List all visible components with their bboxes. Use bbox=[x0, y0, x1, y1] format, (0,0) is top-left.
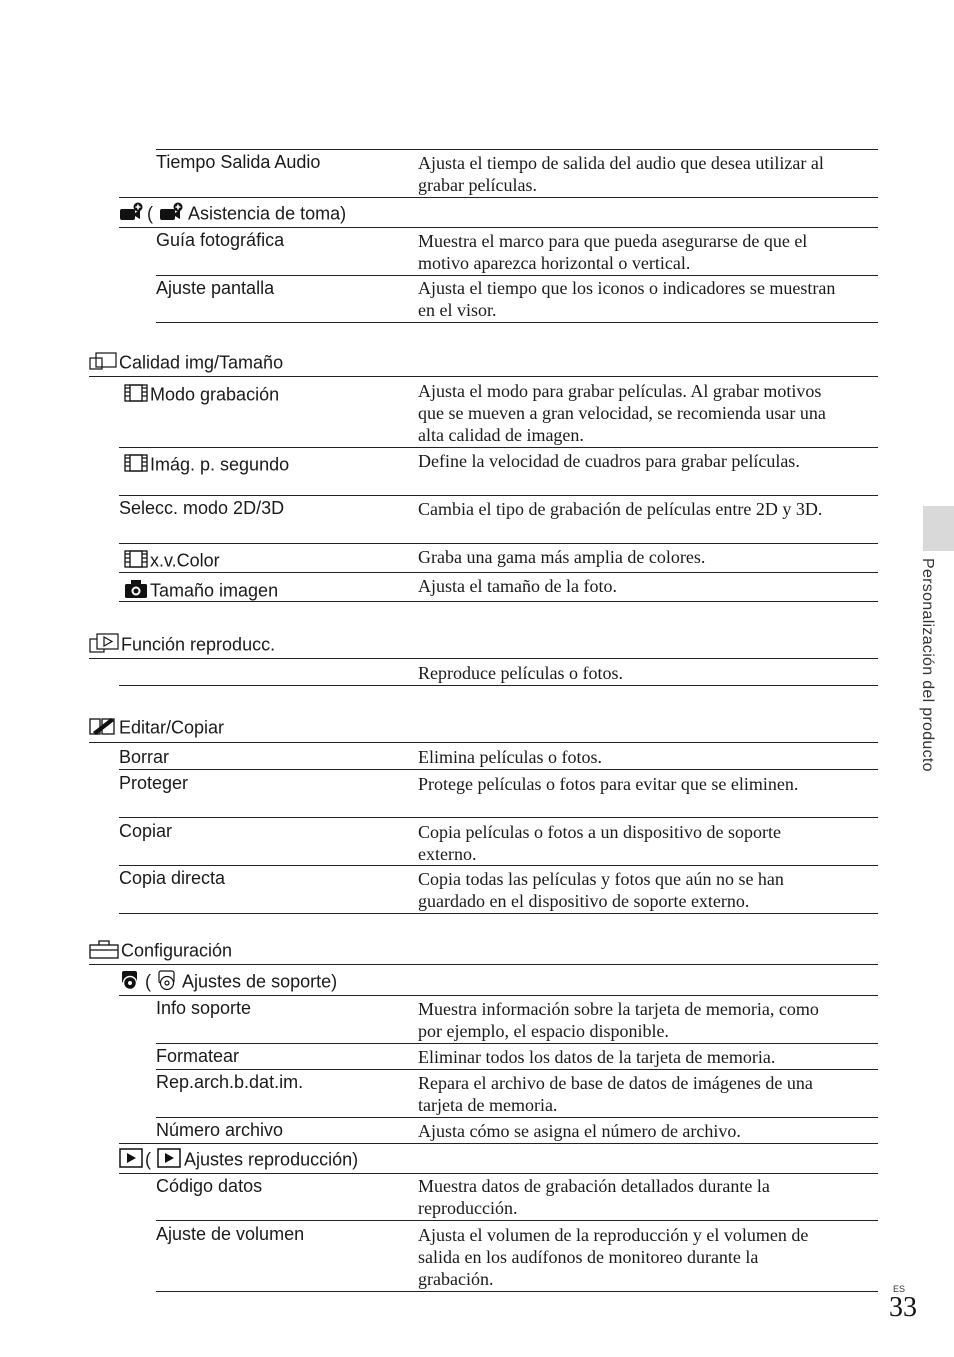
section-rule bbox=[89, 742, 878, 743]
section-rule bbox=[89, 658, 878, 659]
playback-function-icon bbox=[89, 632, 119, 659]
setting-description: Eliminar todos los datos de la tarjeta de memoria. bbox=[418, 1047, 776, 1067]
setting-label-row bbox=[124, 550, 220, 573]
section-heading bbox=[89, 939, 232, 964]
film-icon bbox=[124, 454, 148, 477]
row-rule bbox=[119, 913, 878, 914]
subsection-heading bbox=[119, 202, 346, 227]
setting-description: Muestra información sobre la tarjeta de memoria, como por ejemplo, el espacio disponible. bbox=[418, 999, 819, 1041]
section-title: Calidad img/Tamaño bbox=[119, 352, 284, 373]
setting-description: Muestra el marco para que pueda asegurarse de que el motivo aparezca horizontal o vertical. bbox=[418, 231, 808, 273]
setting-description: Cambia el tipo de grabación de películas entre 2D y 3D. bbox=[418, 499, 823, 519]
setting-label-row bbox=[124, 384, 279, 407]
row-rule bbox=[119, 865, 878, 866]
row-rule bbox=[119, 197, 878, 198]
setting-label: Copia directa bbox=[119, 868, 226, 888]
row-top-rule bbox=[156, 149, 878, 150]
row-rule bbox=[156, 275, 878, 276]
chapter-tab bbox=[923, 506, 954, 551]
edit-copy-icon bbox=[89, 716, 117, 741]
paren: ( bbox=[145, 1149, 151, 1170]
row-rule bbox=[156, 1069, 878, 1070]
language-code: ES bbox=[893, 1284, 906, 1294]
setting-description: Repara el archivo de base de datos de imágenes de una tarjeta de memoria. bbox=[418, 1073, 813, 1115]
row-rule bbox=[119, 1173, 878, 1174]
paren: ( bbox=[147, 203, 153, 224]
camera-assist-icon bbox=[158, 202, 186, 227]
row-rule bbox=[156, 1220, 878, 1221]
setting-description: Ajusta el tamaño de la foto. bbox=[418, 576, 617, 596]
subsection-title: Ajustes de soporte) bbox=[182, 971, 338, 992]
setting-description: Ajusta cómo se asigna el número de archivo. bbox=[418, 1121, 741, 1141]
setting-label: Código datos bbox=[156, 1176, 263, 1196]
section-rule bbox=[89, 376, 878, 377]
setting-label: Modo grabación bbox=[150, 384, 280, 405]
film-icon bbox=[124, 384, 148, 407]
image-size-icon bbox=[89, 351, 117, 376]
setting-label-row bbox=[124, 454, 289, 477]
row-rule bbox=[156, 322, 878, 323]
media-settings-icon bbox=[156, 970, 180, 995]
section-heading bbox=[89, 716, 224, 741]
chapter-label: Personalización del producto bbox=[919, 558, 936, 772]
page-number: 33 bbox=[889, 1292, 917, 1323]
setting-label: Copiar bbox=[119, 821, 173, 841]
setting-label: Info soporte bbox=[156, 998, 252, 1018]
setting-label: Borrar bbox=[119, 747, 170, 767]
row-rule bbox=[156, 1043, 878, 1044]
setting-description: Copia todas las películas y fotos que aún no se han guardado en el dispositivo de soporte externo. bbox=[418, 869, 784, 911]
row-rule bbox=[119, 495, 878, 496]
setting-description: Ajusta el tiempo de salida del audio que desea utilizar al grabar películas. bbox=[418, 153, 824, 195]
playback-icon bbox=[119, 1148, 143, 1173]
row-rule bbox=[119, 601, 878, 602]
section-heading bbox=[89, 351, 283, 376]
row-rule bbox=[119, 769, 878, 770]
row-rule bbox=[119, 572, 878, 573]
setting-label: Selecc. modo 2D/3D bbox=[119, 498, 285, 518]
camera-assist-icon bbox=[119, 202, 145, 227]
row-rule bbox=[119, 227, 878, 228]
row-rule bbox=[156, 1117, 878, 1118]
setting-description: Ajusta el modo para grabar películas. Al grabar motivos que se mueven a gran velocidad, se recomienda usar una alta calidad de imagen. bbox=[418, 381, 826, 445]
section-title: Configuración bbox=[121, 940, 233, 961]
row-rule bbox=[119, 543, 878, 544]
subsection-heading bbox=[119, 1148, 358, 1173]
setting-description: Copia películas o fotos a un dispositivo de soporte externo. bbox=[418, 822, 781, 864]
film-icon bbox=[124, 550, 148, 573]
setting-description: Ajusta el tiempo que los iconos o indicadores se muestran en el visor. bbox=[418, 278, 836, 320]
subsection-title: Ajustes reproducción) bbox=[184, 1149, 359, 1170]
setting-label: Imág. p. segundo bbox=[150, 454, 290, 475]
setting-label: x.v.Color bbox=[150, 550, 220, 571]
setting-description: Graba una gama más amplia de colores. bbox=[418, 547, 706, 567]
setting-description: Muestra datos de grabación detallados durante la reproducción. bbox=[418, 1176, 770, 1218]
setting-description: Ajusta el volumen de la reproducción y el volumen de salida en los audífonos de monitoreo durante la grabación. bbox=[418, 1225, 809, 1289]
subsection-heading bbox=[119, 970, 337, 995]
row-rule bbox=[119, 995, 878, 996]
setting-label: Formatear bbox=[156, 1046, 240, 1066]
row-rule bbox=[119, 1143, 878, 1144]
setting-label: Ajuste de volumen bbox=[156, 1224, 305, 1244]
setting-description: Elimina películas o fotos. bbox=[418, 747, 602, 767]
paren: ( bbox=[145, 971, 151, 992]
setup-toolbox-icon bbox=[89, 939, 119, 964]
setting-label: Tiempo Salida Audio bbox=[156, 152, 321, 172]
section-rule bbox=[89, 964, 878, 965]
setting-description: Reproduce películas o fotos. bbox=[418, 663, 623, 683]
setting-label: Ajuste pantalla bbox=[156, 278, 275, 298]
setting-label: Tamaño imagen bbox=[150, 580, 279, 601]
section-title: Función reproducc. bbox=[121, 634, 276, 655]
row-rule bbox=[119, 817, 878, 818]
row-rule bbox=[119, 447, 878, 448]
playback-icon bbox=[156, 1148, 182, 1173]
setting-label: Número archivo bbox=[156, 1120, 284, 1140]
setting-description: Define la velocidad de cuadros para grabar películas. bbox=[418, 451, 800, 471]
section-title: Editar/Copiar bbox=[119, 717, 225, 738]
row-rule bbox=[156, 1291, 878, 1292]
row-rule bbox=[119, 685, 878, 686]
subsection-title: Asistencia de toma) bbox=[188, 203, 347, 224]
setting-label: Proteger bbox=[119, 773, 189, 793]
media-settings-icon bbox=[119, 970, 143, 995]
setting-description: Protege películas o fotos para evitar que se eliminen. bbox=[418, 774, 799, 794]
section-heading bbox=[89, 632, 275, 659]
setting-label: Rep.arch.b.dat.im. bbox=[156, 1072, 304, 1092]
setting-label: Guía fotográfica bbox=[156, 230, 285, 250]
